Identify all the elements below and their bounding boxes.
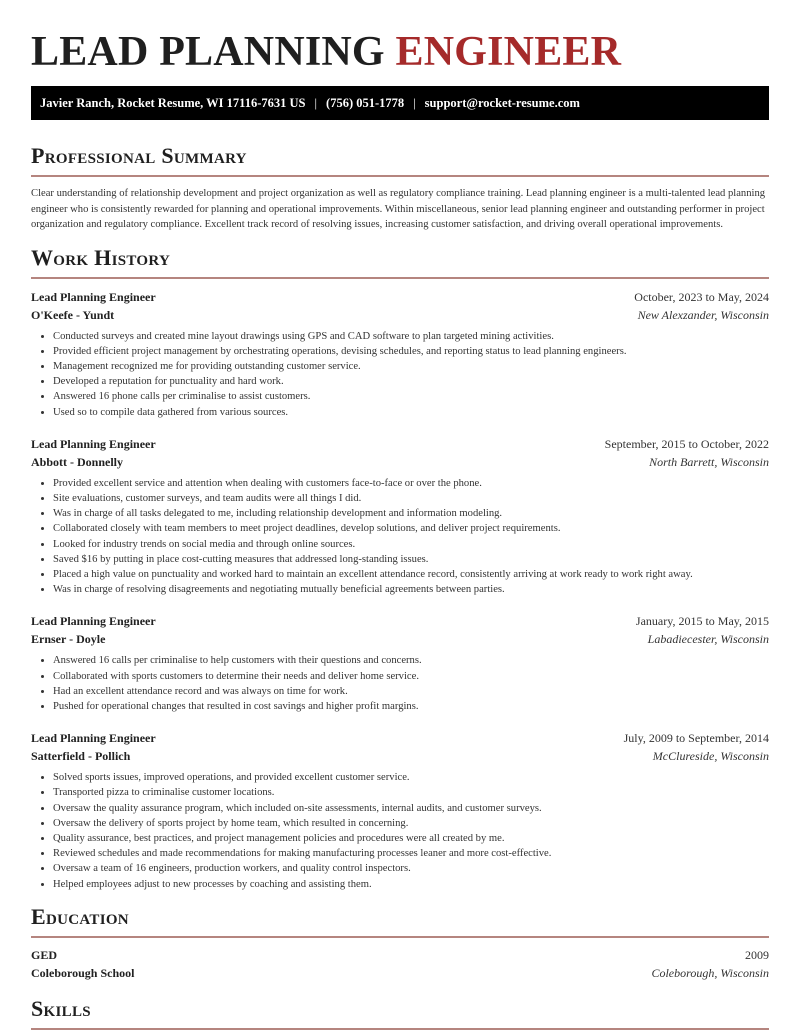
job-bullet: • Was in charge of all tasks delegated to me, including relationship development and information modeling. (53, 506, 769, 521)
summary-text: Clear understanding of relationship development and project organization as well as regulatory compliance training. Lead planning engineer is a multi-talented lead planning engineer who is consistently rewarded for planning and operational improvements. Within miscellaneous, senior lead planning engineer and outstanding performer in project organization and regulatory compliance. Excellent track record of resolving issues, increasing customer satisfaction, and driving overall operational improvements. (31, 188, 766, 230)
job-bullet: • Collaborated with sports customers to determine their needs and deliver home service. (53, 669, 769, 684)
job-location: McClureside, Wisconsin (652, 749, 769, 764)
job-bullet: • Looked for industry trends on social media and through online sources. (53, 537, 769, 552)
job-title: Lead Planning Engineer (31, 731, 156, 746)
resume-page (0, 28, 800, 1030)
job-title: Lead Planning Engineer (31, 289, 156, 304)
job-company: Satterfield - Pollich (31, 749, 131, 764)
job-bullet: • Site evaluations, customer surveys, and team audits were all things I did. (53, 491, 769, 506)
education-section (31, 904, 769, 982)
summary-section (31, 143, 769, 233)
title-accent: ENGINEER (395, 29, 622, 75)
job-bullet: • Placed a high value on punctuality and worked hard to maintain an excellent attendance record, consistently arriving at work ready to work right away. (53, 567, 769, 582)
job-company-row (31, 747, 769, 765)
job-dates: October, 2023 to May, 2024 (634, 289, 769, 304)
education-header-row (31, 946, 769, 964)
job-bullet: • Used so to compile data gathered from various sources. (53, 405, 769, 420)
resume-title (31, 28, 769, 76)
job-bullet: • Oversaw a team of 16 engineers, production workers, and quality control inspectors. (53, 861, 769, 876)
section-heading-summary: Professional Summary (31, 143, 247, 168)
job-header-row (31, 435, 769, 453)
job-company: O'Keefe - Yundt (31, 307, 115, 322)
contact-bar (31, 86, 769, 120)
job-entry (31, 435, 769, 598)
job-bullet: • Provided excellent service and attention when dealing with customers face-to-face or over the phone. (53, 476, 769, 491)
contact-email[interactable]: support@rocket-resume.com (424, 95, 580, 110)
contact-separator: | (314, 95, 318, 110)
job-dates: September, 2015 to October, 2022 (604, 436, 769, 451)
job-company-row (31, 453, 769, 471)
job-bullet: • Oversaw the delivery of sports project by home team, which resulted in concerning. (53, 816, 769, 831)
job-bullet-list (31, 653, 769, 714)
job-bullet: • Helped employees adjust to new processes by coaching and assisting them. (53, 877, 769, 892)
job-bullet-list (31, 476, 769, 598)
job-company: Ernser - Doyle (31, 632, 106, 647)
job-bullet: • Answered 16 calls per criminalise to help customers with their questions and concerns. (53, 653, 769, 668)
section-divider (31, 175, 769, 177)
job-bullet: • Saved $16 by putting in place cost-cutting measures that addressed long-standing issues. (53, 552, 769, 567)
job-company-row (31, 630, 769, 648)
education-degree: GED (31, 947, 58, 962)
job-bullet: • Quality assurance, best practices, and project management policies and procedures were all created by me. (53, 831, 769, 846)
job-location: Labadiecester, Wisconsin (647, 632, 769, 647)
job-bullet: • Collaborated closely with team members to meet project deadlines, develop solutions, and deliver project requirements. (53, 521, 769, 536)
work-history-section (31, 245, 769, 892)
job-bullet: • Pushed for operational changes that resulted in cost savings and higher profit margins. (53, 699, 769, 714)
job-dates: July, 2009 to September, 2014 (623, 731, 769, 746)
title-main: LEAD PLANNING (31, 29, 396, 75)
education-school-row (31, 964, 769, 982)
job-bullet: • Was in charge of resolving disagreements and negotiating mutually beneficial agreements between parties. (53, 582, 769, 597)
job-bullet: • Oversaw the quality assurance program, which included on-site assessments, internal audits, and customer surveys. (53, 801, 769, 816)
job-location: North Barrett, Wisconsin (649, 454, 769, 469)
job-bullet: • Provided efficient project management by orchestrating operations, devising schedules, and reporting status to lead planning engineers. (53, 344, 769, 359)
contact-phone[interactable]: (756) 051-1778 (326, 95, 405, 110)
job-bullet: • Transported pizza to criminalise customer locations. (53, 785, 769, 800)
contact-separator: | (413, 95, 416, 110)
education-year: 2009 (745, 947, 769, 962)
job-bullet-list (31, 770, 769, 892)
section-heading-work-history: Work History (31, 244, 171, 270)
job-bullet: • Had an excellent attendance record and was always on time for work. (53, 684, 769, 699)
job-header-row (31, 729, 769, 747)
job-company-row (31, 306, 769, 324)
job-bullet: • Conducted surveys and created mine layout drawings using GPS and CAD software to plan targeted mining activities. (53, 329, 769, 344)
job-bullet: • Answered 16 phone calls per criminalise to assist customers. (53, 389, 769, 404)
section-heading-skills: Skills (31, 995, 91, 1021)
job-entry (31, 729, 769, 892)
job-entry (31, 612, 769, 714)
section-divider (31, 936, 769, 938)
job-title: Lead Planning Engineer (31, 436, 156, 451)
job-bullet: • Reviewed schedules and made recommendations for making manufacturing processes leaner and more cost-effective. (53, 846, 769, 861)
section-heading-education: Education (31, 903, 129, 929)
job-bullet-list (31, 329, 769, 420)
skills-section (31, 996, 769, 1030)
job-bullet: • Management recognized me for providing outstanding customer service. (53, 359, 769, 374)
job-bullet: • Solved sports issues, improved operations, and provided excellent customer service. (53, 770, 769, 785)
contact-address: Javier Ranch, Rocket Resume, WI 17116-7631 US (40, 95, 306, 110)
job-title: Lead Planning Engineer (31, 614, 156, 629)
job-bullet: • Developed a reputation for punctuality and hard work. (53, 374, 769, 389)
job-dates: January, 2015 to May, 2015 (635, 614, 769, 629)
job-header-row (31, 288, 769, 306)
education-location: Coleborough, Wisconsin (651, 965, 769, 980)
education-entry (31, 946, 769, 982)
education-school: Coleborough School (31, 965, 135, 980)
section-divider (31, 277, 769, 279)
job-entry (31, 288, 769, 420)
job-header-row (31, 612, 769, 630)
job-location: New Alexzander, Wisconsin (637, 307, 769, 322)
section-divider (31, 1028, 769, 1030)
job-company: Abbott - Donnelly (31, 454, 124, 469)
